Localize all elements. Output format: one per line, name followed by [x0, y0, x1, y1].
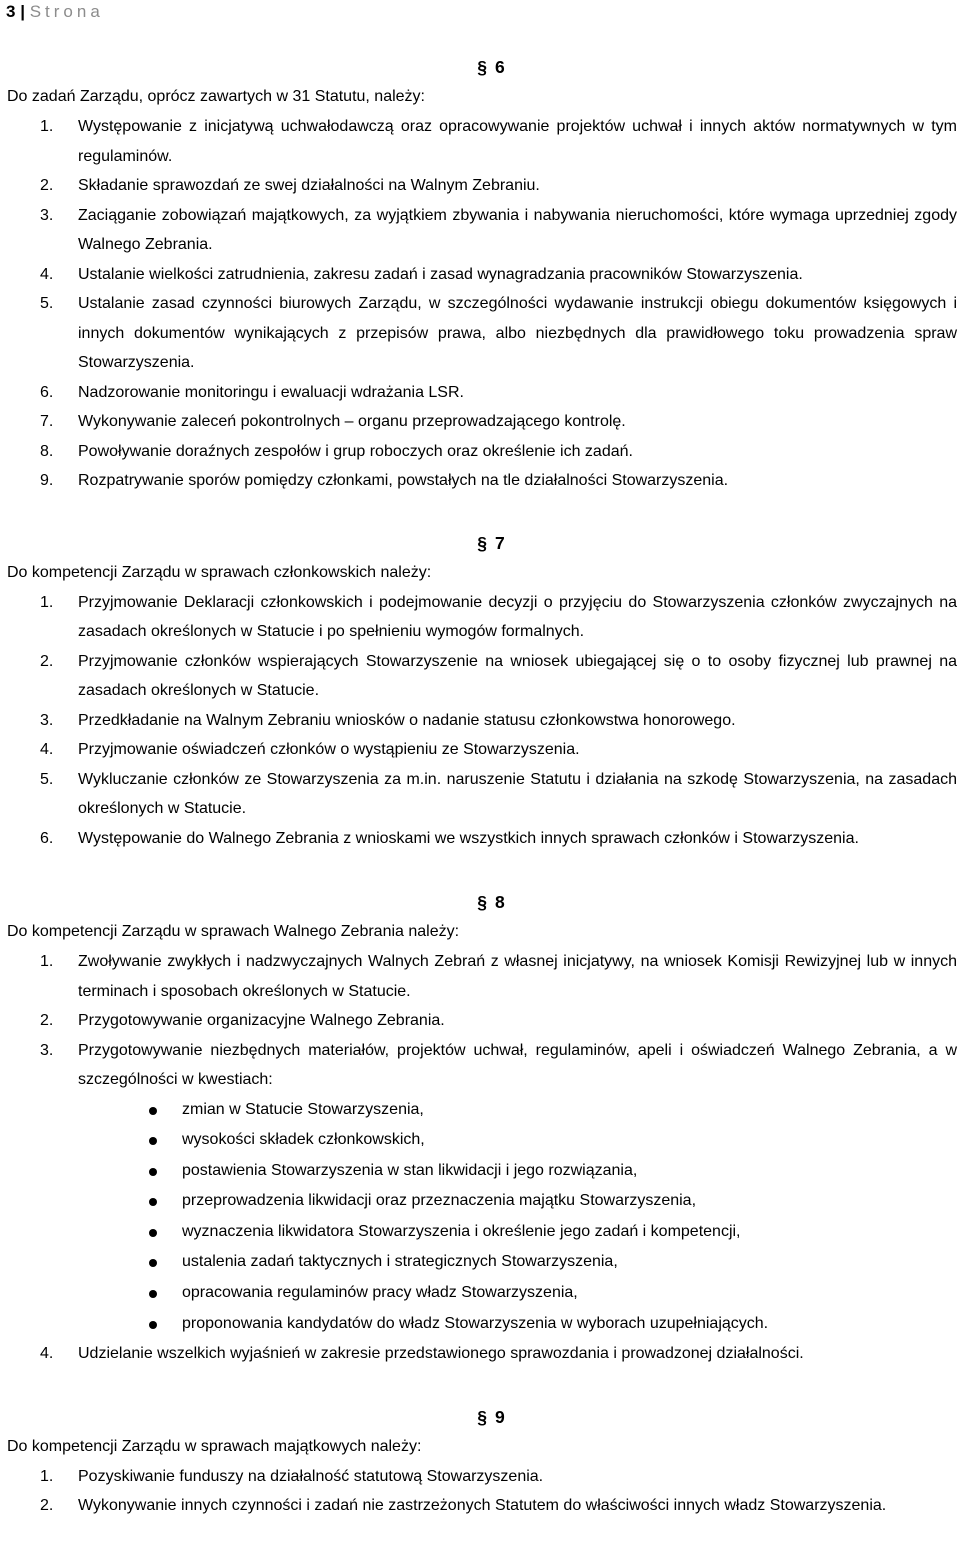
item-number: 3. [40, 1041, 54, 1059]
item-text: Wykluczanie członków ze Stowarzyszenia za m.in. naruszenie Statutu i działania na szkodę Stowarzyszenia, na zasadach określonych w Statucie. [78, 770, 957, 817]
item-number: 3. [40, 711, 54, 729]
bullet-item [7, 1186, 957, 1217]
item-number: 1. [40, 1467, 54, 1485]
section-number: 6 [495, 57, 505, 77]
item-number: 1. [40, 593, 54, 611]
item-text: Nadzorowanie monitoringu i ewaluacji wdrażania LSR. [78, 383, 464, 401]
item-number: 4. [40, 265, 54, 283]
item-text: Przygotowywanie organizacyjne Walnego Zebrania. [78, 1012, 445, 1029]
item-text: Wykonywanie innych czynności i zadań nie zastrzeżonych Statutem do właściwości innych władz Stowarzyszenia. [78, 1497, 887, 1515]
bullet-item [7, 1095, 957, 1126]
item-text: Przedkładanie na Walnym Zebraniu wniosków o nadanie statusu członkowstwa honorowego. [78, 711, 736, 729]
bullet-item [7, 1309, 957, 1340]
section-number: 8 [495, 892, 505, 912]
item-number: 1. [40, 953, 54, 970]
item-text: Przygotowywanie niezbędnych materiałów, projektów uchwał, regulaminów, apeli i oświadczeń Walnego Zebrania, a w szczególności w kwestiach: [78, 1041, 957, 1088]
item-text: Występowanie do Walnego Zebrania z wnioskami we wszystkich innych sprawach członków i Stowarzyszenia. [78, 829, 859, 847]
list-item [7, 437, 957, 467]
section-spacer [7, 1369, 957, 1402]
list-item [7, 588, 957, 647]
item-text: Przyjmowanie oświadczeń członków o wystąpieniu ze Stowarzyszenia. [78, 741, 580, 758]
list-item [7, 1339, 957, 1369]
page-number: 3 [6, 2, 16, 21]
item-number: 7. [40, 413, 54, 430]
section-heading [7, 52, 957, 82]
list-item [7, 647, 957, 706]
list-item [7, 765, 957, 824]
list-item [7, 1036, 957, 1095]
item-number: 4. [40, 741, 54, 758]
bullet-text: wysokości składek członkowskich, [182, 1131, 425, 1149]
list-item [7, 378, 957, 408]
item-text: Udzielanie wszelkich wyjaśnień w zakresie przedstawionego sprawozdania i prowadzonej działalności. [78, 1345, 804, 1363]
item-text: Pozyskiwanie funduszy na działalność statutową Stowarzyszenia. [78, 1467, 544, 1485]
header-separator: | [20, 2, 25, 21]
list-item [7, 201, 957, 260]
page-word: Strona [29, 2, 104, 21]
item-text: Składanie sprawozdań ze swej działalności na Walnym Zebraniu. [78, 177, 540, 194]
bullet-icon [149, 1137, 157, 1145]
section-number: 7 [495, 532, 505, 553]
item-text: Rozpatrywanie sporów pomiędzy członkami, powstałych na tle działalności Stowarzyszenia. [78, 472, 729, 489]
item-number: 8. [40, 442, 54, 460]
item-text: Występowanie z inicjatywą uchwałodawczą oraz opracowywanie projektów uchwał i innych aktów normatywnych w tym regulaminów. [78, 118, 957, 165]
bullet-icon [149, 1168, 157, 1176]
list-item [7, 1462, 957, 1492]
page-header [6, 0, 104, 24]
item-text: Zwoływanie zwykłych i nadzwyczajnych Walnych Zebrań z własnej inicjatywy, na wniosek Komisji Rewizyjnej lub w innych terminach i sposobach określonych w Statucie. [78, 953, 957, 1000]
item-number: 6. [40, 829, 54, 847]
section-heading [7, 528, 957, 558]
section-intro: Do zadań Zarządu, oprócz zawartych w 31 Statutu, należy: [7, 88, 425, 105]
bullet-icon [149, 1259, 157, 1267]
section-heading [7, 1402, 957, 1432]
item-list [7, 1462, 957, 1521]
item-text: Wykonywanie zaleceń pokontrolnych – organu przeprowadzającego kontrolę. [78, 413, 626, 430]
item-number: 4. [40, 1345, 54, 1363]
bullet-text: proponowania kandydatów do władz Stowarzyszenia w wyborach uzupełniających. [182, 1314, 769, 1332]
item-number: 2. [40, 1012, 54, 1029]
list-item [7, 706, 957, 736]
bullet-item [7, 1278, 957, 1309]
item-text: Przyjmowanie Deklaracji członkowskich i podejmowanie decyzji o przyjęciu do Stowarzyszenia członków zwyczajnych na zasadach określonych w Statucie i po spełnieniu wymogów formalnych. [78, 593, 957, 640]
bullet-item [7, 1217, 957, 1248]
section-7 [7, 528, 957, 854]
item-text: Powoływanie doraźnych zespołów i grup roboczych oraz określenie ich zadań. [78, 442, 633, 460]
item-number: 2. [40, 177, 54, 194]
item-number: 5. [40, 770, 54, 788]
section-sign: § [477, 57, 487, 77]
bullet-item [7, 1247, 957, 1278]
item-number: 6. [40, 383, 54, 401]
section-intro: Do kompetencji Zarządu w sprawach Walnego Zebrania należy: [7, 923, 460, 940]
bullet-item [7, 1125, 957, 1156]
bullet-item [7, 1156, 957, 1187]
bullet-text: postawienia Stowarzyszenia w stan likwidacji i jego rozwiązania, [182, 1161, 638, 1179]
list-item [7, 171, 957, 201]
item-list [7, 112, 957, 496]
bullet-text: wyznaczenia likwidatora Stowarzyszenia i określenie jego zadań i kompetencji, [182, 1222, 741, 1240]
bullet-list [7, 1095, 957, 1340]
item-number: 2. [40, 652, 54, 670]
item-number: 2. [40, 1497, 54, 1515]
item-list [7, 947, 957, 1095]
section-number: 9 [495, 1406, 505, 1427]
bullet-text: ustalenia zadań taktycznych i strategicznych Stowarzyszenia, [182, 1253, 618, 1271]
document-body [7, 52, 957, 1521]
list-item [7, 824, 957, 854]
item-text: Zaciąganie zobowiązań majątkowych, za wyjątkiem zbywania i nabywania nieruchomości, które wymaga uprzedniej zgody Walnego Zebrania. [78, 206, 957, 253]
list-item [7, 289, 957, 378]
bullet-icon [149, 1229, 157, 1237]
item-list [7, 1339, 957, 1369]
bullet-text: opracowania regulaminów pracy władz Stowarzyszenia, [182, 1284, 578, 1302]
list-item [7, 260, 957, 290]
section-intro: Do kompetencji Zarządu w sprawach majątkowych należy: [7, 1437, 422, 1455]
section-sign: § [477, 1406, 487, 1427]
section-intro: Do kompetencji Zarządu w sprawach członkowskich należy: [7, 563, 432, 581]
section-sign: § [477, 892, 487, 912]
bullet-text: zmian w Statucie Stowarzyszenia, [182, 1100, 424, 1118]
item-text: Ustalanie zasad czynności biurowych Zarządu, w szczególności wydawanie instrukcji obiegu dokumentów księgowych i innych dokumentów wynikających z przepisów prawa, albo niezbędnych dla prawidłowego toku prowadzenia spraw Stowarzyszenia. [78, 295, 957, 371]
list-item [7, 407, 957, 437]
section-6 [7, 52, 957, 496]
list-item [7, 1491, 957, 1521]
bullet-icon [149, 1107, 157, 1115]
list-item [7, 735, 957, 765]
item-number: 9. [40, 472, 54, 489]
section-9 [7, 1402, 957, 1521]
bullet-text: przeprowadzenia likwidacji oraz przeznaczenia majątku Stowarzyszenia, [182, 1192, 697, 1210]
section-heading [7, 887, 957, 917]
list-item [7, 947, 957, 1006]
bullet-icon [149, 1321, 157, 1329]
item-number: 3. [40, 206, 54, 224]
bullet-icon [149, 1290, 157, 1298]
section-spacer [7, 853, 957, 887]
list-item [7, 466, 957, 496]
bullet-icon [149, 1198, 157, 1206]
item-text: Przyjmowanie członków wspierających Stowarzyszenie na wniosek ubiegającej się o to osoby fizycznej lub prawnej na zasadach określonych w Statucie. [78, 652, 957, 699]
section-8 [7, 887, 957, 1369]
item-number: 1. [40, 118, 54, 135]
list-item [7, 112, 957, 171]
item-list [7, 588, 957, 854]
item-number: 5. [40, 295, 54, 312]
section-sign: § [477, 532, 487, 553]
section-spacer [7, 496, 957, 528]
list-item [7, 1006, 957, 1036]
item-text: Ustalanie wielkości zatrudnienia, zakresu zadań i zasad wynagradzania pracowników Stowarzyszenia. [78, 265, 803, 283]
